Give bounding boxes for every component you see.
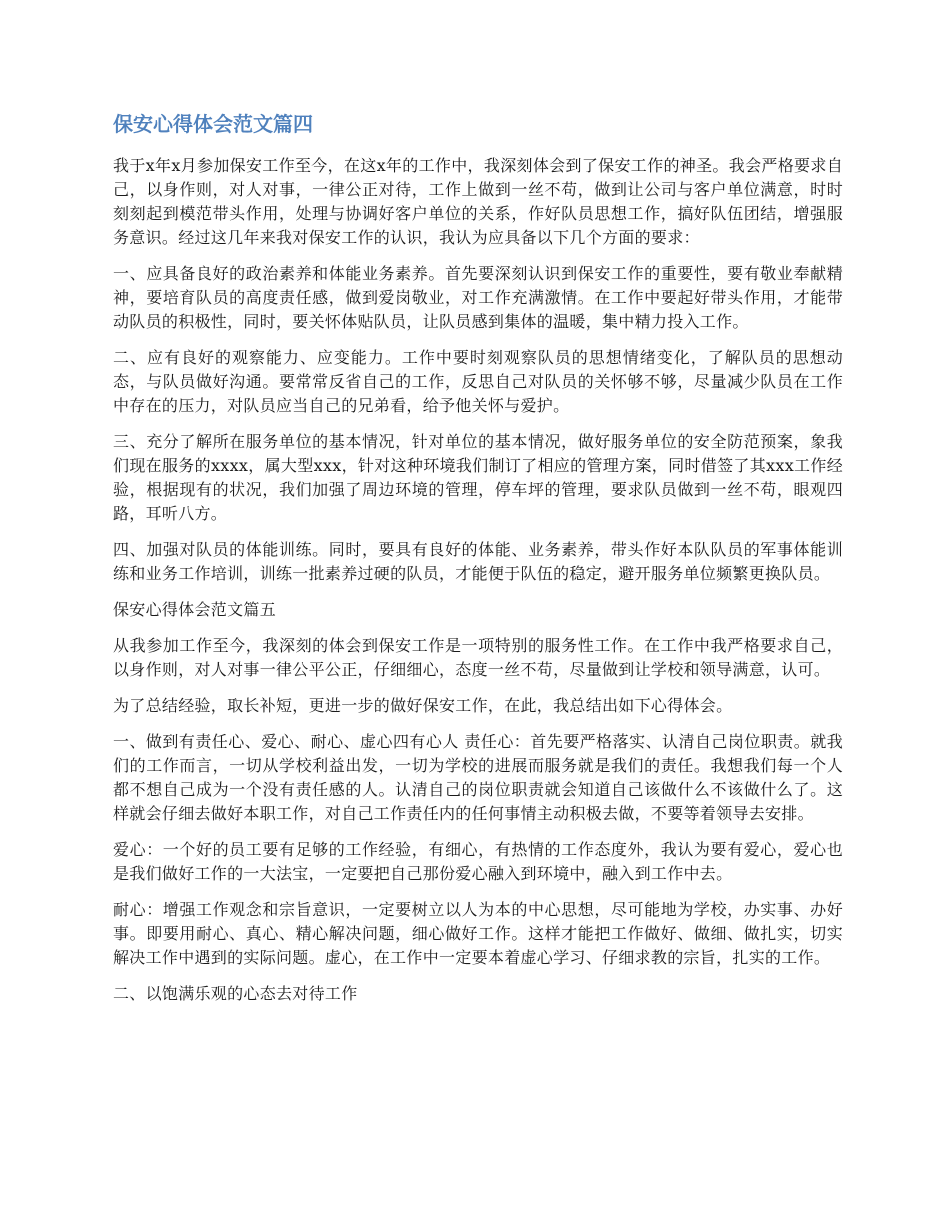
paragraph-point-1: 一、应具备良好的政治素养和体能业务素养。首先要深刻认识到保安工作的重要性，要有敬业奉献精神，要培育队员的高度责任感，做到爱岗敬业，对工作充满激情。在工作中要起好带头作用，才能带动队员的积极性，同时，要关怀体贴队员，让队员感到集体的温暖，集中精力投入工作。 — [113, 264, 843, 331]
paragraph-point-2: 二、应有良好的观察能力、应变能力。工作中要时刻观察队员的思想情绪变化，了解队员的思想动态，与队员做好沟通。要常常反省自己的工作，反思自己对队员的关怀够不够，尽量减少队员在工作中存在的压力，对队员应当自己的兄弟看，给予他关怀与爱护。 — [113, 348, 843, 415]
paragraph-love: 爱心：一个好的员工要有足够的工作经验，有细心，有热情的工作态度外，我认为要有爱心，爱心也是我们做好工作的一大法宝，一定要把自己那份爱心融入到环境中，融入到工作中去。 — [113, 840, 843, 883]
document-title: 保安心得体会范文篇四 — [113, 112, 313, 136]
document-body — [113, 109, 843, 1018]
paragraph-attitude-heading: 二、以饱满乐观的心态去对待工作 — [113, 984, 358, 1003]
paragraph-patience: 耐心：增强工作观念和宗旨意识，一定要树立以人为本的中心思想，尽可能地为学校，办实事、办好事。即要用耐心、真心、精心解决问题，细心做好工作。这样才能把工作做好、做细、做扎实，切实解决工作中遇到的实际问题。虚心，在工作中一定要本着虚心学习、仔细求教的宗旨，扎实的工作。 — [113, 900, 843, 967]
paragraph-point-3: 三、充分了解所在服务单位的基本情况，针对单位的基本情况，做好服务单位的安全防范预案，象我们现在服务的xxxx，属大型xxx，针对这种环境我们制订了相应的管理方案，同时借签了其xxx工作经验，根据现有的状况，我们加强了周边环境的管理，停车坪的管理，要求队员做到一丝不苟，眼观四路，耳听八方。 — [113, 432, 843, 523]
paragraph-point-4: 四、加强对队员的体能训练。同时，要具有良好的体能、业务素养，带头作好本队队员的军事体能训练和业务工作培训，训练一批素养过硬的队员，才能便于队伍的稳定，避开服务单位频繁更换队员。 — [113, 540, 843, 583]
paragraph-section5-intro: 从我参加工作至今，我深刻的体会到保安工作是一项特别的服务性工作。在工作中我严格要求自己，以身作则，对人对事一律公平公正，仔细细心，态度一丝不苟，尽量做到让学校和领导满意，认可。 — [113, 636, 843, 679]
paragraph-summary: 为了总结经验，取长补短，更进一步的做好保安工作，在此，我总结出如下心得体会。 — [113, 696, 733, 715]
section-heading-5: 保安心得体会范文篇五 — [113, 600, 277, 619]
paragraph-intro: 我于x年x月参加保安工作至今，在这x年的工作中，我深刻体会到了保安工作的神圣。我会严格要求自己，以身作则，对人对事，一律公正对待，工作上做到一丝不苟，做到让公司与客户单位满意，时时刻刻起到模范带头作用，处理与协调好客户单位的关系，作好队员思想工作，搞好队伍团结，增强服务意识。经过这几年来我对保安工作的认识，我认为应具备以下几个方面的要求： — [113, 156, 843, 247]
paragraph-four-hearts: 一、做到有责任心、爱心、耐心、虚心四有心人 责任心：首先要严格落实、认清自己岗位职责。就我们的工作而言，一切从学校利益出发，一切为学校的进展而服务就是我们的责任。我想我们每一个人都不想自己成为一个没有责任感的人。认清自己的岗位职责就会知道自己该做什么不该做什么了。这样就会仔细去做好本职工作，对自己工作责任内的任何事情主动积极去做，不要等着领导去安排。 — [113, 732, 843, 823]
